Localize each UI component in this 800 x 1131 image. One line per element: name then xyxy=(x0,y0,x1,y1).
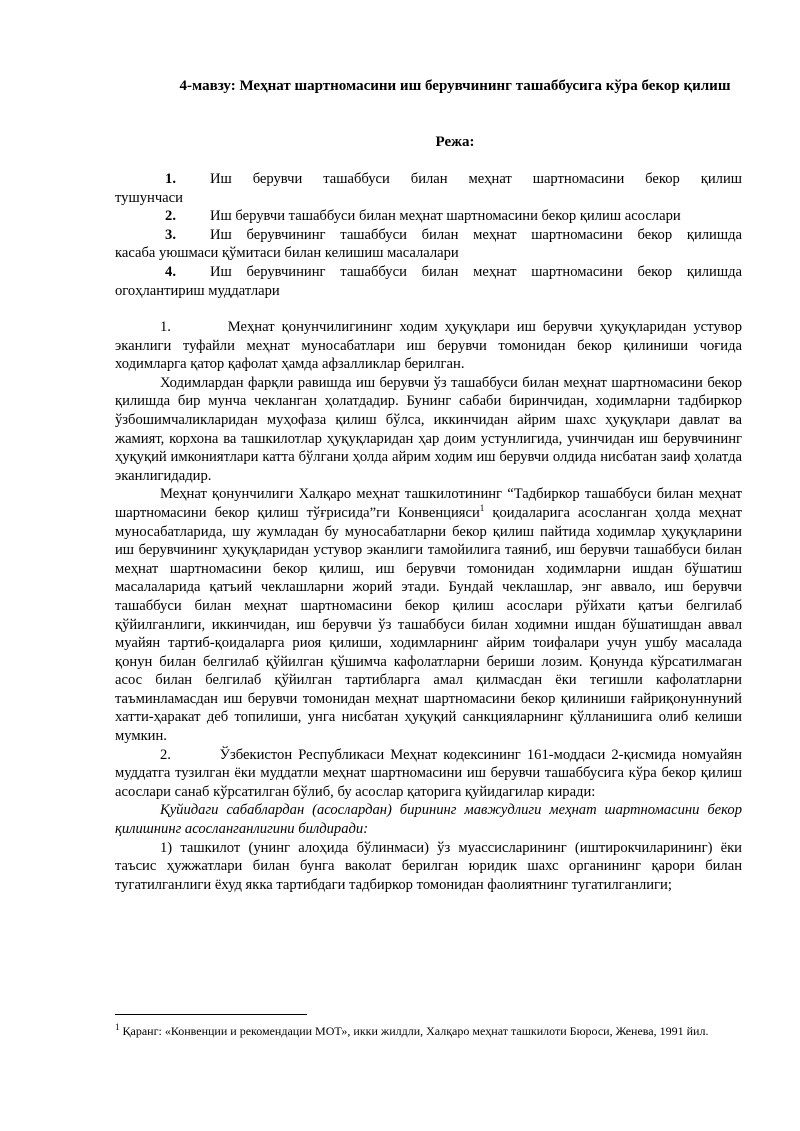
plan-list xyxy=(115,170,742,300)
main-text xyxy=(115,318,746,894)
footnote-separator xyxy=(115,1014,307,1015)
plan-item-continuation: касаба уюшмаси қўмитаси билан келишиш масалалари xyxy=(115,245,459,262)
plan-item-number: 4. xyxy=(165,263,176,280)
plan-item xyxy=(115,226,742,263)
plan-heading: Режа: xyxy=(435,134,475,150)
plan-item-text: Иш берувчининг ташаббуси билан меҳнат шартномасини бекор қилишда xyxy=(210,226,742,243)
footnote-mark: 1 xyxy=(115,1022,120,1032)
plan-item xyxy=(115,170,742,207)
footnote-text: Қаранг: «Конвенции и рекомендации МОТ», икки жилдли, Халқаро меҳнат ташкилоти Бюроси, Женева, 1991 йил. xyxy=(119,1024,709,1038)
plan-item-number: 2. xyxy=(165,208,176,225)
paragraph: Ходимлардан фарқли равишда иш берувчи ўз ташаббуси билан меҳнат шартномасини бекор қилишда бир мунча чекланган ҳолатдадир. Бунинг сабаби биринчидан, ходимларни тадбиркор ўзбошимчаликларидан муҳофаза қилиш бўлса, иккинчидан айрим шахс ҳуқуқлари давлат ва жамият, корхона ва ташкилотлар ҳуқуқларидан ҳар доим устунлигида, учинчидан иш берувчининг ҳуқуқий имкониятлари катта бўлгани ҳолда айрим ходим иш берувчи олдида нисбатан заиф ҳолатда эканлигидадир. xyxy=(115,374,742,484)
paragraph-text: Меҳнат қонунчилиги Халқаро меҳнат ташкилотининг “Тадбиркор ташаббуси билан меҳнат шартномасини бекор қилиш тўғрисида”ги Конвенцияси xyxy=(115,486,742,521)
paragraph: 1) ташкилот (унинг алоҳида бўлинмаси) ўз муассисларининг (иштирокчиларининг) ёки таъсис ҳужжатлари билан бунга ваколат берилган юридик шахс органининг қарори билан тугатилганлиги ёхуд якка тартибдаги тадбиркор томонидан фаолиятнинг тугатилганлиги; xyxy=(115,839,742,893)
page-title: 4-мавзу: Меҳнат шартномасини иш берувчининг ташаббусига кўра бекор қилиш xyxy=(179,78,731,94)
paragraph: 2. Ўзбекистон Республикаси Меҳнат кодексининг 161-моддаси 2-қисмида номуайян муддатга тузилган ёки муддатли меҳнат шартномасини иш берувчи ташаббусига кўра бекор қилиш асослари санаб кўрсатилган бўлиб, бу асослар қаторига қуйидагилар киради: xyxy=(115,746,746,800)
paragraph-text: қоидаларига асосланган ҳолда меҳнат муносабатларида, шу жумладан бу муносабатларни бекор қилиш пайтида ходимлар ҳуқуқларини иш берувчининг ҳуқуқларидан устувор эканлиги тамойилига таяниб, иш берувчи ташаббуси билан меҳнат шартномасини бекор қилиш, иш берувчи томонидан ходимларни ишдан бўшатиш масалаларида қатъий чеклашларни жорий этади. Бундай чеклашлар, энг аввало, иш берувчи ташаббуси билан меҳнат шартномасини бекор қилиш асослари рўйхати қатъи белгилаб қўйилганлиги, иккинчидан, иш берувчи ўз ташаббуси билан ходимни ишдан бўшатишдан аввал муайян тартиб-қоидаларга риоя қилиши, ходимларнинг айрим тоифалари учун ушбу масалада қонун билан белгилаб қўйилган қўшимча кафолатларни бериши лозим. Қонунда кўрсатилмаган асос билан белгилаб қўйилган тартибларга амал қилмасдан ёки тегишли кафолатларни таъминламасдан иш берувчи томонидан меҳнат шартномасини бекор қилиниши ғайриқонуннуний хатти-ҳаракат деб топилиши, унга нисбатан ҳуқуқий санкцияларнинг қўлланишига олиб келиши мумкин. xyxy=(115,504,742,745)
plan-item-continuation: огоҳлантириш муддатлари xyxy=(115,282,280,299)
plan-item-text: Иш берувчи ташаббуси билан меҳнат шартномасини бекор қилиш xyxy=(210,171,742,187)
plan-item-text: Иш берувчи ташаббуси билан меҳнат шартномасини бекор қилиш асослари xyxy=(210,208,681,225)
plan-item-number: 1. xyxy=(165,171,176,187)
plan-item-continuation: тушунчаси xyxy=(115,189,183,206)
paragraph-italic: Қуйидаги сабаблардан (асослардан) бирининг мавжудлиги меҳнат шартномасини бекор қилишнинг асосланганлигини билдиради: xyxy=(115,802,742,838)
plan-item-number: 3. xyxy=(165,226,176,243)
plan-item xyxy=(115,263,742,300)
footnote-reference[interactable]: 1 xyxy=(479,503,485,514)
footnote xyxy=(115,1023,742,1040)
plan-item-text: Иш берувчининг ташаббуси билан меҳнат шартномасини бекор қилишда xyxy=(210,263,742,280)
plan-item xyxy=(115,207,742,226)
paragraph xyxy=(115,485,742,745)
paragraph: 1. Меҳнат қонунчилигининг ходим ҳуқуқлари иш берувчи ҳуқуқларидан устувор эканлиги туфайли меҳнат муносабатлари иш берувчи томонидан бекор қилиниши чоғида ходимларга қатор қафолат ҳамда афзалликлар берилган. xyxy=(115,319,746,373)
